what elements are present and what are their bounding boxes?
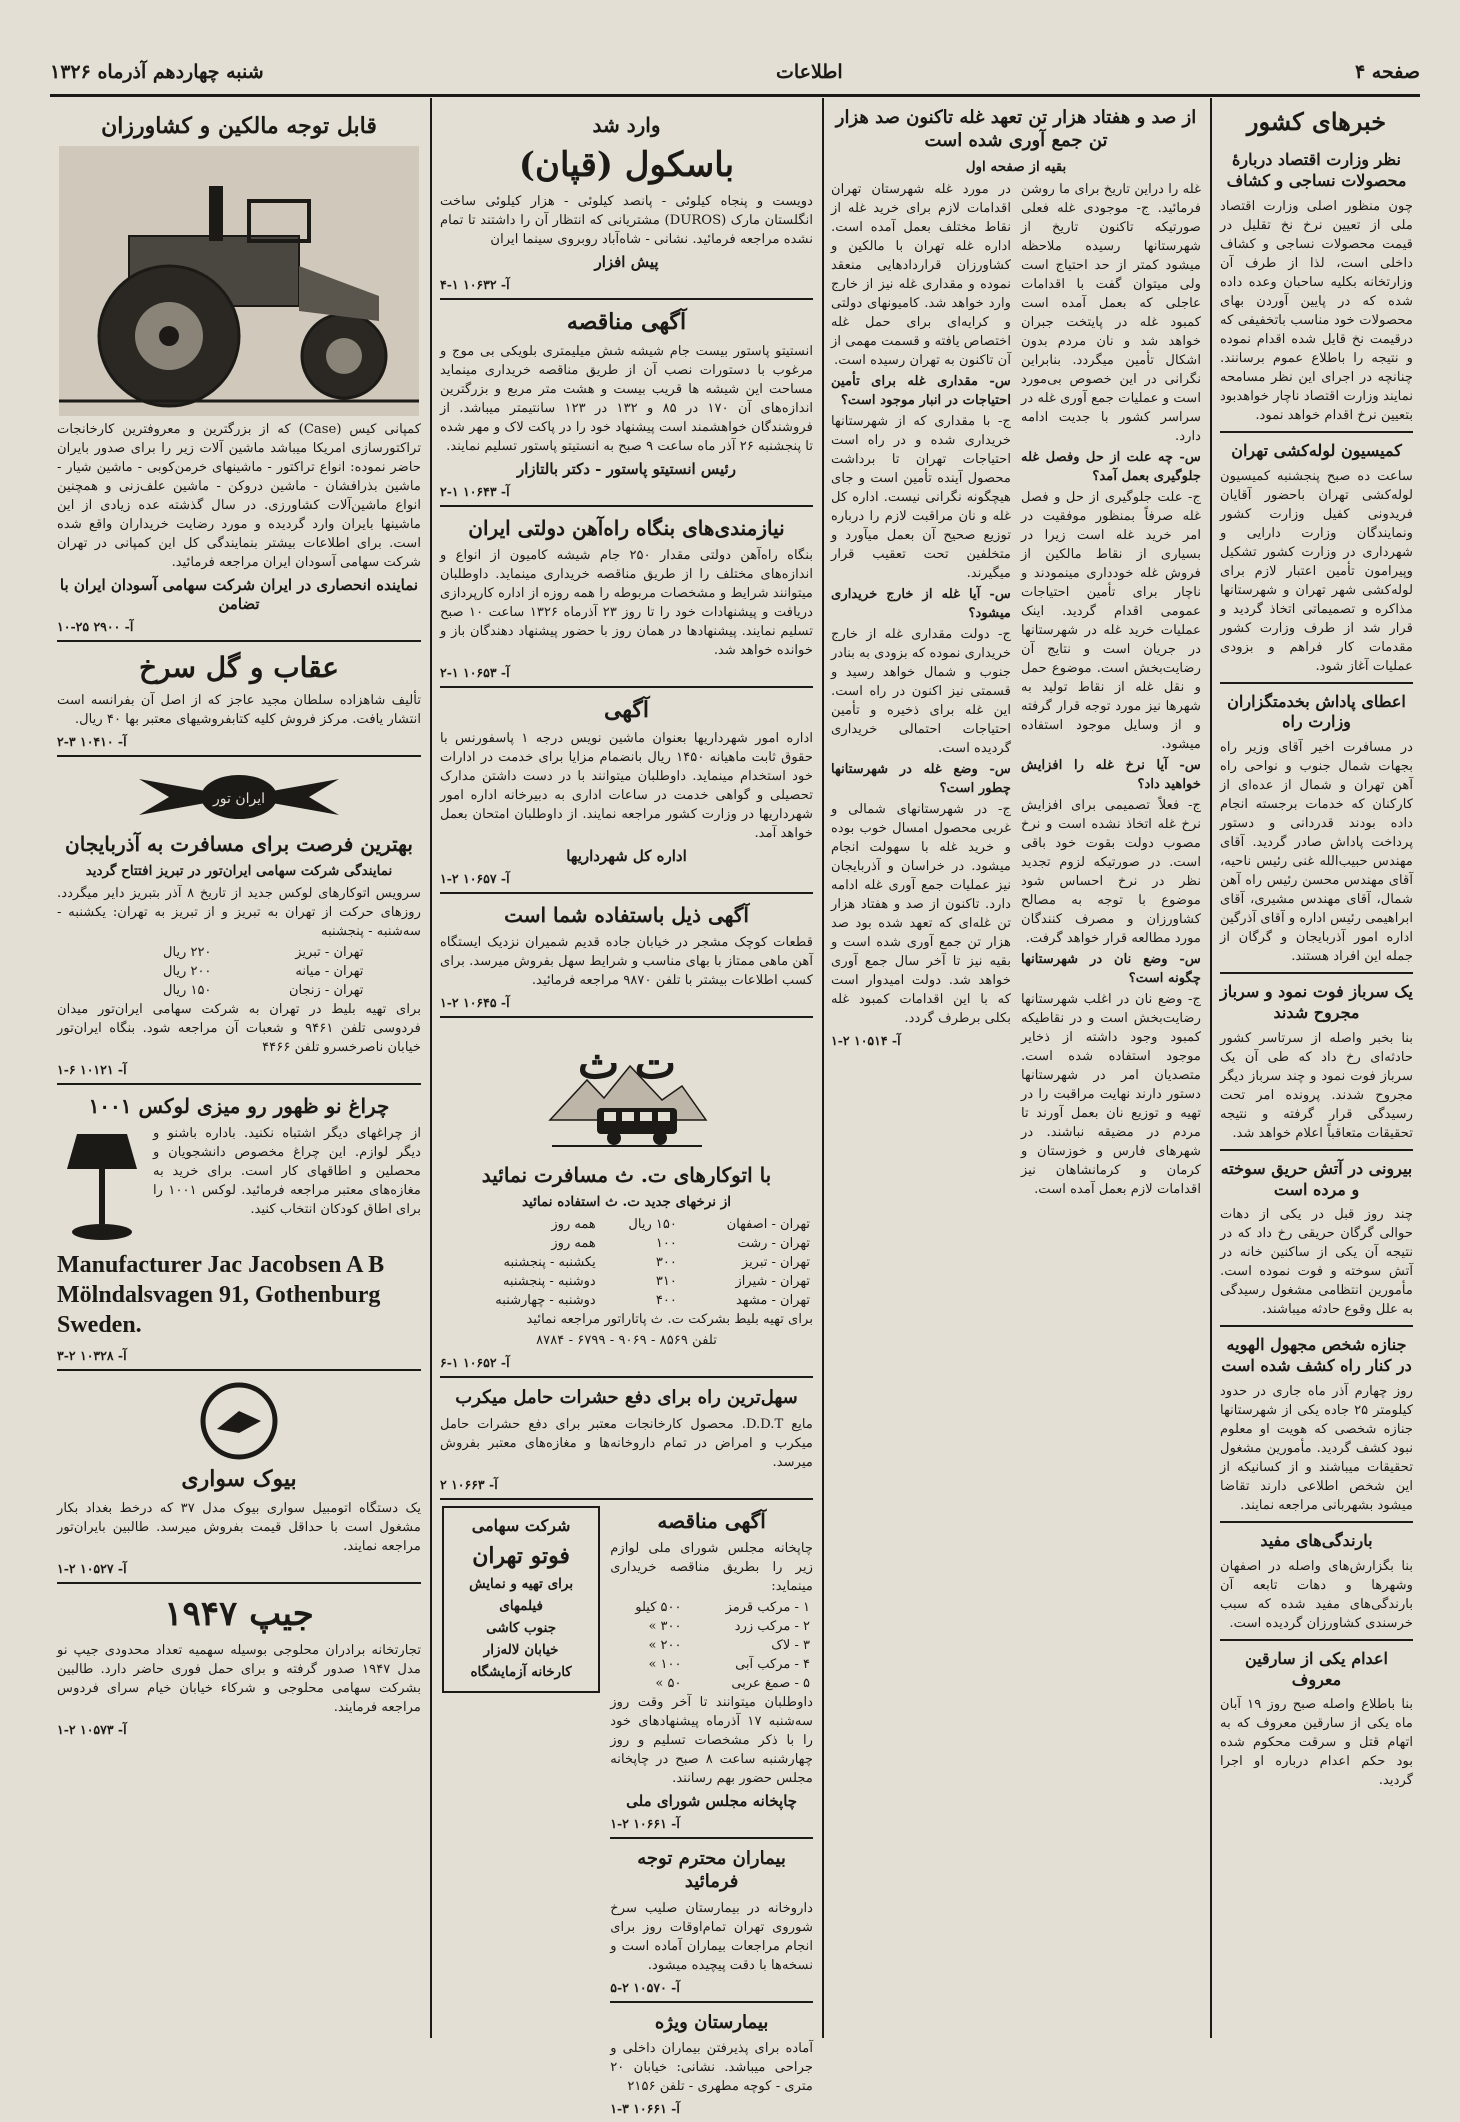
route: تهران - تبریز	[295, 944, 364, 960]
ad-heading: قابل توجه مالکین و کشاورزان	[101, 113, 377, 139]
manufacturer-line: Manufacturer Jac Jacobsen A B	[57, 1251, 385, 1278]
ad-line: فیلمهای	[499, 1598, 543, 1615]
fare-row	[440, 1234, 813, 1253]
ad-body: داوطلبان میتوانند تا آخر وقت روز سه‌شنبه ۱۷ آذرماه پیشنهادهای خود را با ذکر مشخصات تسلیم و روز چهارشنبه ساعت ۸ صبح در چاپخانه مجلس حضور بهم رسانند.	[610, 1694, 813, 1786]
article-rain	[1220, 1523, 1413, 1641]
ad-reference: آ- ۱۰۴۱۰ ۳-۲	[57, 733, 127, 749]
fare-row	[112, 981, 367, 1000]
ad-municipalities	[440, 688, 813, 895]
ad-intro: سرویس اتوکارهای لوکس جدید از تاریخ ۸ آذر بتبریز دایر میگردد. روزهای حرکت از تهران به تبریز و از تبریز به تهران: یکشنبه - سه‌شنبه - پنجشنبه	[57, 885, 421, 939]
article-body: روز چهارم آذر ماه جاری در حدود کیلومتر ۲۵ جاده یکی از شهرستانها جنازه شخصی که هویت او معلوم نبود کشف گردید. مأمورین مشغول تحقیقات میباشند و از کسانیکه از این شخص اطلاعی دارند تقاضا میشود بشهربانی مراجعه نمایند.	[1220, 1383, 1413, 1513]
item-row	[610, 1617, 813, 1636]
lower-ads-split	[440, 1500, 813, 2122]
item-qty: ۲۰۰ »	[648, 1637, 682, 1653]
item-qty: ۱۰۰ »	[648, 1656, 682, 1672]
article-unknown-body	[1220, 1327, 1413, 1523]
route: تهران - میانه	[295, 963, 364, 979]
article-body: بنا بگزارش‌های واصله در اصفهان وشهرها و دهات تابعه آن بارندگی‌های مفید شده که سبب خرسندی کشاورزان گردیده است.	[1220, 1558, 1413, 1631]
ad-signature: اداره کل شهرداریها	[566, 847, 687, 866]
question: س- چه علت از حل وفصل غله جلوگیری بعمل آمد؟	[1021, 449, 1201, 484]
ad-line: شرکت سهامی	[471, 1515, 571, 1535]
ad-heading: بیمارستان ویژه	[654, 2011, 769, 2033]
article-heading: بیرونی در آتش حریق سوخته و مرده است	[1220, 1158, 1413, 1199]
route: تهران - زنجان	[289, 982, 364, 998]
ad-reference: آ- ۱۰۶۵۲ ۱-۶	[440, 1355, 510, 1371]
fare: ۳۱۰	[655, 1274, 677, 1290]
ad-heading: بهترین فرصت برای مسافرت به آذربایجان	[65, 831, 413, 856]
article-body: ج- وضع نان در اغلب شهرستانها رضایت‌بخش است و در نقاطیکه کمبود وجود داشته از ذخایر موجود استفاده شده است. متصدیان امر در شهرستانها دستور دارند نهایت مراقبت را در تهیه و توزیع نان بعمل آورند تا مردم در مضیقه نباشند. در شهرهای فارس و خوزستان و کرمان و کرمانشاهان نیز اقدامات لازم بعمل آمده است.	[1021, 991, 1201, 1197]
ad-reference: آ- ۱۰۵۱۴ ۲-۱	[831, 1032, 901, 1048]
ad-special-hospital	[610, 2003, 813, 2122]
logo-text: ایران تور	[212, 790, 266, 807]
article-body: بنا باطلاع واصله صبح روز ۱۹ آبان ماه یکی از سارقین معروف که به اتهام قتل و سرقت محکوم شده بود حکم اعدام درباره او اجرا گردید.	[1220, 1697, 1414, 1789]
fare: ۲۰۰ ریال	[163, 963, 212, 979]
article-body: ج- دولت مقداری غله از خارج خریداری نموده که بزودی به بنادر جنوب و شمال خواهد رسید و قسمتی نیز اکنون در راه است. این غله برای ذخیره و تأمین احتیاجات احتمالی خریداری گردیده است.	[831, 626, 1011, 756]
ad-heading: آگهی مناقصه	[657, 1508, 766, 1533]
ad-body: از چراغهای دیگر اشتباه نکنید. باداره باشنو و دیگر لوازم. این چراغ مخصوص دانشجویان و محصلین و اطاقهای کار است. برای خرید به مغازه‌های معتبر مراجعه فرمائید. لوکس ۱۰۰۱ را برای اطاق کودکان انتخاب کنید.	[153, 1125, 421, 1217]
ad-book	[57, 642, 421, 757]
fare-row	[112, 943, 367, 962]
item-row	[610, 1636, 813, 1655]
ad-body: مایع D.D.T. محصول کارخانجات معتبر برای دفع حشرات حامل میکرب و امراض در تمام داروخانه‌ها و مغازه‌های معتبر بفروش میرسد.	[440, 1416, 813, 1470]
lead-two-columns	[831, 180, 1201, 1201]
fare-row	[112, 962, 367, 981]
ad-reference: آ- ۱۰۶۵۳ ۱-۲	[440, 664, 510, 680]
fare: ۴۰۰	[655, 1293, 677, 1309]
ad-note: برای تهیه بلیط بشرکت ت. ث پاتاراتور مراجعه نمائید	[526, 1312, 813, 1328]
article-economy-ministry	[1220, 142, 1413, 433]
question: س- وضع غله در شهرستانها چطور است؟	[831, 761, 1011, 796]
lamp-ad-content	[57, 1124, 421, 1244]
ad-body: دویست و پنجاه کیلوئی - پانصد کیلوئی - هزار کیلوئی ساخت انگلستان مارک (DUROS) مشتریانی که انتظار آن را داشتند تا تمام نشده مراجعه فرمائید. نشانی - شاه‌آباد روبروی سینما ایران	[440, 194, 813, 248]
article-body: در مورد غله شهرستان تهران اقدامات لازم برای خرید غله از نقاط مختلف بعمل آمده است. اداره غله تهران با مالکین و کشاورزان قراردادهایی منعقد نموده و مقداری غله نیز از خارج وارد خواهد شد. کامیونهای دولتی و کرایه‌ای برای حمل غله اختصاص یافته و قسمت مهمی از آن تاکنون به تهران رسیده است.	[831, 181, 1011, 368]
ad-signature: نماینده انحصاری در ایران شرکت سهامی آسودان ایران با تضامن	[59, 575, 419, 613]
article-body: ج- با مقداری که از شهرستانها خریداری شده و در راه است احتیاجات تهران تا برداشت محصول آینده تأمین است و جای هیچگونه نگرانی نیست. اداره کل غله و نان مراقبت لازم را درباره توزیع صحیح آن بعمل میآورد و متخلفین تحت تعقیب قرار میگیرند.	[831, 413, 1011, 581]
ad-reference: آ- ۱۰۶۶۱ ۲-۱	[610, 1815, 680, 1831]
question: س- مقداری غله برای تأمین احتیاجات در انبار موجود است؟	[831, 373, 1011, 408]
article-body: ج- در شهرستانهای شمالی و غربی محصول امسال خوب بوده و خرید غله با سهولت انجام میشود. در خراسان و آذربایجان نیز عملیات جمع آوری غله ادامه دارد. تاکنون از صد و هفتاد هزار تن غله‌ای که تعهد شده بود صد هزار تن جمع آوری شده است و بقیه نیز تا آخر سال جمع آوری خواهد شد. دولت امیدوار است که با این اقدامات کمبود غله بکلی برطرف گردد.	[831, 801, 1011, 1026]
ad-heading: آگهی ذیل باستفاده شما است	[504, 903, 749, 928]
item-row	[610, 1655, 813, 1674]
ad-land-sale	[440, 894, 813, 1018]
route: تهران - رشت	[737, 1236, 810, 1252]
route: تهران - مشهد	[736, 1293, 810, 1309]
items-table	[610, 1598, 813, 1693]
item-name: ۲ - مرکب زرد	[734, 1618, 810, 1634]
column-ads-center	[433, 100, 820, 2116]
section-title: خبرهای کشور	[1246, 107, 1387, 136]
column-divider-3	[1210, 98, 1212, 2038]
lower-ads-right	[610, 1500, 813, 2122]
item-row	[610, 1674, 813, 1693]
article-execution	[1220, 1641, 1413, 1797]
fare-row	[440, 1291, 813, 1310]
ad-body: برای تهیه بلیط در تهران به شرکت سهامی ایران‌تور میدان فردوسی تلفن ۹۴۶۱ و شعبات آن مراجعه شود. بنگاه ایران‌تور خیابان ناصرخسرو تلفن ۴۴۶۶	[57, 1001, 421, 1055]
ad-reference: آ- ۱۰۶۴۵ ۲-۱	[440, 995, 510, 1011]
ad-reference: آ- ۱۰۶۳۲ ۱-۴	[440, 277, 510, 293]
ad-reference: آ- ۱۰۶۴۳ ۱-۲	[440, 483, 510, 499]
article-heading: اعطای پاداش بخدمتگزاران وزارت راه	[1227, 691, 1406, 732]
article-heading: یک سرباز فوت نمود و سرباز مجروح شدند	[1220, 982, 1413, 1022]
ad-body: قطعات کوچک مشجر در خیابان جاده قدیم شمیران نزدیک ایستگاه آهن ماهی ممتاز با بهای مناسب و شرایط سهل بفروش میرسد. برای کسب اطلاعات بیشتر با تلفن ۹۸۷۰ مراجعه فرمائید.	[440, 935, 813, 989]
item-qty: ۳۰۰ »	[648, 1618, 682, 1634]
article-body: چند روز قبل در یکی از دهات حوالی گرگان حریقی رخ داد که در نتیجه آن یکی از ساکنین خانه در آتش سوخته و فوت نموده است. مأمورین انتظامی مشغول رسیدگی به علل وقوع حادثه میباشند.	[1220, 1207, 1413, 1318]
route: تهران - شیراز	[735, 1274, 810, 1290]
ad-reference: آ- ۲۹۰۰ ۲۵-۱۰	[57, 618, 134, 634]
ad-weighing-scale	[440, 104, 813, 300]
lower-ads-left	[440, 1500, 602, 2122]
column-ads-left	[50, 100, 428, 2035]
ad-jeep	[57, 1584, 421, 1743]
manufacturer-address	[57, 1250, 421, 1340]
ad-intro: چاپخانه مجلس شورای ملی لوازم زیر را بطریق مناقصه خریداری مینماید:	[610, 1540, 813, 1594]
newspaper-name: اطلاعات	[775, 61, 843, 83]
ad-heading: چراغ نو ظهور رو میزی لوکس ۱۰۰۱	[88, 1093, 390, 1118]
ad-insecticide	[440, 1378, 813, 1499]
ad-tractor	[57, 104, 421, 642]
column-news	[1213, 100, 1420, 2035]
ad-line: فوتو تهران	[472, 1542, 570, 1569]
item-name: ۵ - صمغ عربی	[731, 1675, 810, 1691]
fare-row	[440, 1215, 813, 1234]
route: تهران - اصفهان	[726, 1217, 810, 1233]
manufacturer-line: Sweden.	[57, 1311, 142, 1338]
ad-heading: آگهی مناقصه	[566, 309, 687, 336]
ad-railway-needs	[440, 507, 813, 688]
ad-heading: بیوک سواری	[181, 1465, 297, 1492]
ad-signature: رئیس انستیتو پاستور - دکتر بالتازار	[517, 459, 736, 478]
ad-heading: با اتوکارهای ت. ث مسافرت نمائید	[481, 1163, 772, 1188]
article-soldier	[1220, 974, 1413, 1151]
days: دوشنبه - چهارشنبه	[495, 1293, 596, 1309]
fare: ۱۵۰ ریال	[163, 982, 212, 998]
issue-date: شنبه چهاردهم آذرماه ۱۳۲۶	[50, 61, 264, 83]
article-heading: نظر وزارت اقتصاد دربارهٔ محصولات نساجی و کشاف	[1226, 150, 1407, 190]
question: س- وضع نان در شهرستانها چگونه است؟	[1021, 951, 1201, 986]
lead-subcolumn-left	[831, 180, 1011, 1201]
article-water-pipes	[1220, 433, 1413, 684]
ad-line: کارخانه آزمایشگاه	[470, 1664, 572, 1681]
ad-heading: باسکول (قپان)	[518, 145, 735, 185]
ad-reference: آ- ۱۰۱۲۱ ۶-۱	[57, 1061, 127, 1077]
article-body: بنا بخبر واصله از سرتاسر کشور حادثه‌ای رخ داد که طی آن یک سرباز فوت نمود و چند سرباز دیگر مجروح شدند. پرونده امر تحت رسیدگی قرار گرفته و نتیجه تحقیقات متعاقباً اعلام خواهد شد.	[1220, 1030, 1413, 1141]
ad-heading: سهل‌ترین راه برای دفع حشرات حامل میکرب	[455, 1387, 798, 1409]
lead-subcolumn-right	[1021, 180, 1201, 1201]
ad-line: جنوب کاشی	[486, 1620, 557, 1637]
ad-iran-tour	[57, 757, 421, 1085]
ad-heading: نیازمندی‌های بنگاه راه‌آهن دولتی ایران	[468, 515, 785, 540]
manufacturer-line: Mölndalsvagen 91, Gothenburg	[57, 1281, 381, 1308]
article-road-ministry-bonus	[1220, 684, 1413, 975]
ad-tender-pasteur	[440, 300, 813, 507]
ad-reference: آ- ۱۰۶۶۳ ۲	[440, 1476, 498, 1492]
route: تهران - تبریز	[741, 1255, 810, 1271]
ad-body: داروخانه در بیمارستان صلیب سرخ شوروی تهران تمام‌اوقات روز برای انجام مراجعات بیماران آماده است و نسخه‌ها با دقت پیچیده میشود.	[610, 1900, 813, 1973]
lead-headline: از صد و هفتاد هزار تن تعهد غله تاکنون صد هزار تن جمع آوری شده است	[835, 107, 1197, 152]
masthead-rule	[50, 94, 1420, 97]
tractor-icon	[59, 146, 419, 416]
item-row	[610, 1598, 813, 1617]
ad-body: انستیتو پاستور بیست جام شیشه شش میلیمتری بلویکی بی موج و مرغوب با دستورات نصب آن از طریق مناقصه خریداری مینماید مساحت این شیشه ها قریب بیست و هشت متر مربع و بزرگترین اندازه‌های آن ۱۷۰ در ۸۵ و ۱۳۲ در ۱۲۳ سانتیمتر میباشد. از فروشندگان خواهشمند است پیشنهاد خود را در پاکت لاک و مهر شده تا پنجشنبه ۲۶ آذر ماه ساعت ۹ صبح به انستیتو پاستور تسلیم نمایند.	[440, 343, 814, 454]
article-body: ج- علت جلوگیری از حل و فصل غله صرفاً بمنظور موفقیت در امر خرید غله است زیرا در بسیاری از نقاط مالکین از فروش غله خودداری مینمودند و ناچار برای تأمین احتیاجات عمومی اقدام گردید. اینک عملیات خرید غله در شهرستانها در جریان است و نتایج آن رضایت‌بخش است. موضوع حمل و نقل غله از نقاط تولید به شهرها نیز مورد توجه قرار گرفته و از وسایل موجود استفاده میشود.	[1021, 489, 1201, 752]
ad-body: تألیف شاهزاده سلطان مجید عاجز که از اصل آن بفرانسه است انتشار یافت. مرکز فروش کلیه کتابفروشیهای معتبر بها ۴۰ ریال.	[57, 692, 421, 727]
article-heading: بارندگی‌های مفید	[1260, 1530, 1373, 1550]
ad-body: اداره امور شهرداریها بعنوان ماشین نویس درجه ۱ پاسفورنس با حقوق ثابت ماهیانه ۱۴۵۰ ریال بانضمام مزایا برای خدمت در ادارات خود استخدام مینماید. داوطلبان میتوانند با در دست داشتن مدارک تحصیلی و گواهی خدمت در ساعات اداری به دبیرخانه اداره امور شهرداریها در وزارت کشور مراجعه نمایند. از داوطلبان امتحان بعمل خواهد آمد.	[440, 731, 813, 842]
ad-subheading: نمایندگی شرکت سهامی ایران‌تور در تبریز افتتاح گردید	[85, 862, 393, 879]
article-fire	[1220, 1151, 1413, 1328]
buick-emblem-icon	[199, 1381, 279, 1461]
fare: ۲۲۰ ریال	[163, 944, 212, 960]
ad-body: بنگاه راه‌آهن دولتی مقدار ۲۵۰ جام شیشه کامیون از انواع و اندازه‌های مختلف را از طریق مناقصه خریداری مینماید. داوطلبان میتوانند شرایط و مشخصات مربوطه را همه روزه از اداره کارپردازی دریافت و پیشنهادات خود را تا روز ۲۳ آذرماه ۱۳۲۶ ساعت ۱۰ صبح تسلیم نمایند. پیشنهادها در همان روز با حضور پیشنهاد دهندگان باز و خوانده خواهد شد.	[440, 547, 814, 658]
ad-heading: بیماران محترم توجه فرمائید	[637, 1847, 786, 1893]
days: دوشنبه - پنجشنبه	[502, 1274, 596, 1290]
article-heading: جنازه شخص مجهول الهویه در کنار راه کشف شده است	[1221, 1335, 1412, 1376]
fare-row	[440, 1272, 813, 1291]
ad-body: کمپانی کیس (Case) که از بزرگترین و معروفترین کارخانجات تراکتورسازی امریکا میباشد ماشین آلات زیر را برای صدور بایران حاضر نموده: انواع تراکتور - ماشینهای خرمن‌کوبی - ماشین شیار - ماشین بذرافشان - ماشین دروکن - ماشین علف‌زنی و همچنین انواع ماشین‌آلات کشاورزی. در سال گذشته عده زیادی از این ماشینها بایران وارد گردیده و مورد رضایت خریداران واقع شده است. برای اطلاعات بیشتر بنمایندگی کل این کمپانی در تهران شرکت سهامی آسودان ایران مراجعه فرمائید.	[57, 421, 421, 570]
item-name: ۱ - مرکب قرمز	[725, 1599, 810, 1615]
ad-signature: چاپخانه مجلس شورای ملی	[626, 1791, 798, 1810]
ad-phones: تلفن ۸۵۶۹ - ۹۰۶۹ - ۶۷۹۹ - ۸۷۸۴	[536, 1333, 717, 1349]
item-name: ۳ - لاک	[771, 1637, 810, 1653]
column-grain-report	[824, 100, 1208, 2035]
column-divider-1	[430, 98, 432, 2038]
ad-heading: آگهی	[603, 696, 650, 723]
ad-body: یک دستگاه اتومبیل سواری بیوک مدل ۳۷ که درخط بغداد بکار مشغول است با حداقل قیمت بفروش میرسد. طالبین بایران‌تور مراجعه نمایند.	[57, 1500, 421, 1554]
article-body: ج- فعلاً تصمیمی برای افزایش نرخ غله اتخاذ نشده است و نرخ مصوب دولت بقوت خود باقی است. در صورتیکه لزوم تجدید نظر در نرخ احساس شود موضوع با توجه به مصالح کشاورزان و مصرف کنندگان مورد مطالعه قرار خواهد گرفت.	[1021, 797, 1201, 946]
logo-letters: ت ث	[577, 1038, 676, 1090]
page-number: صفحه ۴	[1354, 61, 1420, 83]
question: س- آیا غله از خارج خریداری میشود؟	[831, 586, 1011, 621]
days: همه روز	[551, 1217, 596, 1233]
lamp-icon	[57, 1124, 147, 1244]
ad-reference: آ- ۱۰۶۶۱ ۳-۱	[610, 2100, 680, 2116]
ad-line: خیابان لاله‌زار	[483, 1642, 559, 1659]
item-qty: ۵۰ »	[655, 1675, 682, 1691]
ad-body: تجارتخانه برادران محلوجی بوسیله سهمیه تعداد محدودی جیپ نو مدل ۱۹۴۷ صدور گرفته و برای حمل فوری حاضر دارد. طالبین بشرکت سهامی محلوجی و شرکاء خیابان خیام سرای فردوس مراجعه فرمایند.	[57, 1642, 421, 1715]
masthead	[50, 52, 1420, 92]
fare: ۱۰۰	[655, 1236, 677, 1252]
ad-buick	[57, 1371, 421, 1584]
item-qty: ۵۰۰ کیلو	[635, 1599, 682, 1615]
ad-reference: آ- ۱۰۳۲۸ ۲-۳	[57, 1347, 127, 1363]
article-body: ساعت ده صبح پنجشنبه کمیسیون لوله‌کشی تهران باحضور آقایان فریدونی کفیل وزارت کشور ونمایندگان وزارت دارایی و شهرداری در وزارت کشور تشکیل وپیرامون تأمین اعتبار لازم برای لوله‌کشی شهر تهران و شهرستانها مذاکره و تصمیماتی اتخاذ گردید و قرار شد از طرف وزارت کشور مقدمات کار فراهم و بزودی عملیات آغاز شود.	[1220, 468, 1413, 674]
article-body: در مسافرت اخیر آقای وزیر راه بجهات شمال جنوب و نواحی راه آهن تهران و شمال از عده‌ای از کارکنان که خدمات برجسته انجام داده بودند قدردانی و دستور پرداخت پاداش صادر گردید. آقای مهندس حبیب‌الله غنی رئیس ناحیه، آقای مهندس محسن رئیس راه آهن شمال، آقای مهندس مشیری، آقای ابراهیمی رئیس اداره و آقای آذرگین اداره امور آذربایجان و گرگان از جمله این افراد هستند.	[1220, 740, 1413, 965]
fare: ۱۵۰ ریال	[628, 1217, 677, 1233]
ad-kicker: وارد شد	[592, 113, 661, 137]
bus-logo-icon	[542, 1028, 712, 1158]
ad-line: برای تهیه و نمایش	[469, 1576, 574, 1593]
article-heading: کمیسیون لوله‌کشی تهران	[1231, 440, 1402, 460]
ad-patients-notice	[610, 1839, 813, 2003]
ad-brand: پیش افزار	[594, 253, 659, 272]
item-name: ۴ - مرکب آبی	[735, 1656, 810, 1672]
fare-table	[112, 943, 367, 1000]
ad-lux-lamp	[57, 1085, 421, 1371]
ad-heading: عقاب و گل سرخ	[138, 650, 340, 684]
ad-reference: آ- ۱۰۵۲۷ ۲-۱	[57, 1560, 127, 1576]
article-heading: اعدام یکی از سارقین معروف	[1245, 1648, 1388, 1689]
ad-bus-company	[440, 1018, 813, 1378]
ad-reference: آ- ۱۰۶۵۷ ۲-۱	[440, 871, 510, 887]
fare-table	[440, 1215, 813, 1310]
ad-heading: جیپ ۱۹۴۷	[164, 1593, 314, 1634]
ad-tender-parliament-press	[610, 1500, 813, 1839]
ad-reference: آ- ۱۰۵۷۳ ۲-۱	[57, 1721, 127, 1737]
article-body: چون منظور اصلی وزارت اقتصاد ملی از تعیین نرخ نخ تقلیل در قیمت محصولات نساجی و کشاف داخلی است، لذا از طرف آن وزارتخانه بکلیه ساحبان وعده داده شده که در پایین آوردن بهای محصولات خود مناسب باتخفیفی که درقیمت نخ قایل شده اقدام نموده و نتیجه را باطلاع عموم برسانند. چنانچه در اجرای این نظر مسامحه نمایند وزارت اقتصاد ناچار خواهدبود بتعیین نرخ اقدام خواهد نمود.	[1220, 198, 1413, 423]
fare: ۳۰۰	[655, 1255, 677, 1271]
ad-subheading: از نرخهای جدید ت. ث استفاده نمائید	[521, 1194, 732, 1211]
article-body: غله را دراین تاریخ برای ما روشن فرمائید. ج- موجودی غله فعلی صورتیکه تاکنون تاریخ از شهرستانها رسیده ملاحظه میشود کمتر از حد احتیاج است ولی میتوان گفت با اقدامات عاجلی که بعمل آمده است کمبود غله در پایتخت جبران خواهد شد و نان مردم بدون اشکال تأمین میگردد. بنابراین نگرانی در این خصوص بی‌مورد است و عملیات جمع آوری غله در سراسر کشور با جدیت ادامه دارد.	[1021, 181, 1201, 444]
days: یکشنبه - پنجشنبه	[503, 1255, 596, 1271]
continued-note: بقیه از صفحه اول	[965, 158, 1067, 175]
winged-logo-icon	[129, 767, 349, 827]
ad-photo-studio	[442, 1506, 600, 1693]
ad-reference: آ- ۱۰۵۷۰ ۲-۵	[610, 1979, 680, 1995]
ad-body: آماده برای پذیرفتن بیماران داخلی و جراحی میباشد. نشانی: خیابان ۲۰ متری - کوچه مطهری - تلفن ۲۱۵۶	[610, 2040, 813, 2094]
fare-row	[440, 1253, 813, 1272]
question: س- آیا نرخ غله را افزایش خواهید داد؟	[1021, 757, 1201, 792]
days: همه روز	[551, 1236, 596, 1252]
